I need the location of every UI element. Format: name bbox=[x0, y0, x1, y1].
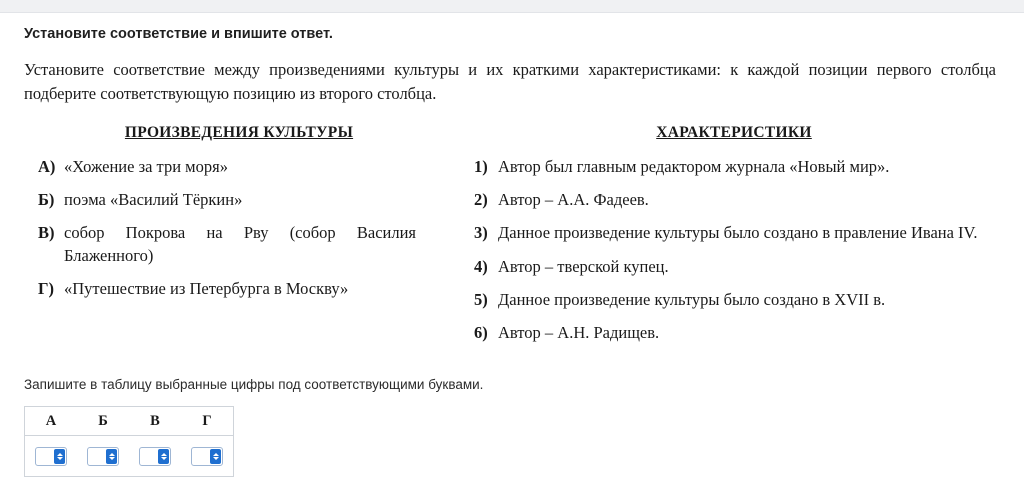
answer-table bbox=[24, 406, 234, 477]
item-marker: 1) bbox=[474, 156, 488, 176]
chevron-down-icon[interactable] bbox=[109, 457, 115, 460]
answer-input-g[interactable] bbox=[191, 447, 223, 466]
column-header-g: Г bbox=[181, 407, 234, 436]
list-item bbox=[464, 322, 1004, 344]
stepper-icon-a[interactable] bbox=[54, 449, 65, 464]
item-marker: 4) bbox=[474, 256, 488, 276]
chevron-down-icon[interactable] bbox=[161, 457, 167, 460]
left-column bbox=[24, 124, 464, 356]
chevron-up-icon[interactable] bbox=[57, 453, 63, 456]
column-header-a: А bbox=[25, 407, 78, 436]
list-item bbox=[464, 289, 1004, 311]
list-item bbox=[464, 156, 1004, 178]
item-marker: 6) bbox=[474, 323, 488, 343]
task-instructions: Установите соответствие между произведениями культуры и их краткими характеристиками: к каждой позиции первого столбца подберите соответствующую позицию из второго столбца. bbox=[24, 60, 996, 103]
item-text: собор Покрова на Рву (собор Василия Блаженного) bbox=[64, 223, 416, 265]
chevron-up-icon[interactable] bbox=[213, 453, 219, 456]
column-header-b: Б bbox=[77, 407, 129, 436]
item-marker: 3) bbox=[474, 223, 488, 243]
right-column-heading: ХАРАКТЕРИСТИКИ bbox=[656, 123, 812, 141]
answer-note: Запишите в таблицу выбранные цифры под соответствующими буквами. bbox=[24, 377, 484, 393]
right-column-items bbox=[464, 156, 1004, 345]
item-text: поэма «Василий Тёркин» bbox=[64, 190, 243, 210]
item-text: Автор был главным редактором журнала «Новый мир». bbox=[498, 156, 890, 176]
item-marker: 2) bbox=[474, 190, 488, 210]
item-text: «Хожение за три моря» bbox=[64, 156, 228, 176]
item-text: Данное произведение культуры было создано в XVII в. bbox=[498, 289, 886, 309]
answer-cell-g bbox=[181, 436, 234, 477]
right-column bbox=[464, 124, 1004, 356]
list-item bbox=[24, 156, 464, 178]
answer-input-b[interactable] bbox=[87, 447, 119, 466]
stepper-icon-b[interactable] bbox=[106, 449, 117, 464]
table-header-row bbox=[25, 407, 234, 436]
item-marker: А) bbox=[38, 156, 56, 176]
item-text: Автор – А.Н. Радищев. bbox=[498, 323, 660, 343]
answer-cell-a bbox=[25, 436, 78, 477]
list-item bbox=[464, 189, 1004, 211]
item-text: «Путешествие из Петербурга в Москву» bbox=[64, 278, 349, 298]
item-text: Данное произведение культуры было создано в правление Ивана IV. bbox=[498, 223, 978, 243]
chevron-up-icon[interactable] bbox=[109, 453, 115, 456]
stepper-icon-g[interactable] bbox=[210, 449, 221, 464]
page-title: Установите соответствие и впишите ответ. bbox=[24, 26, 333, 42]
chevron-down-icon[interactable] bbox=[213, 457, 219, 460]
matching-columns bbox=[0, 124, 1024, 356]
stepper-icon-v[interactable] bbox=[158, 449, 169, 464]
item-marker: 5) bbox=[474, 289, 488, 309]
list-item bbox=[24, 189, 464, 211]
item-text: Автор – А.А. Фадеев. bbox=[498, 190, 649, 210]
answer-cell-b bbox=[77, 436, 129, 477]
table-row bbox=[25, 436, 234, 477]
chevron-down-icon[interactable] bbox=[57, 457, 63, 460]
list-item bbox=[464, 256, 1004, 278]
item-marker: Б) bbox=[38, 190, 55, 210]
item-marker: В) bbox=[38, 223, 55, 243]
chevron-up-icon[interactable] bbox=[161, 453, 167, 456]
item-text: Автор – тверской купец. bbox=[498, 256, 669, 276]
answer-input-v[interactable] bbox=[139, 447, 171, 466]
item-marker: Г) bbox=[38, 278, 54, 298]
answer-input-a[interactable] bbox=[35, 447, 67, 466]
answer-cell-v bbox=[129, 436, 181, 477]
list-item bbox=[464, 222, 1004, 244]
task-page bbox=[0, 12, 1024, 477]
list-item bbox=[24, 222, 464, 267]
left-column-heading: ПРОИЗВЕДЕНИЯ КУЛЬТУРЫ bbox=[124, 123, 354, 141]
left-column-items bbox=[24, 156, 464, 300]
column-header-v: В bbox=[129, 407, 181, 436]
list-item bbox=[24, 278, 464, 300]
